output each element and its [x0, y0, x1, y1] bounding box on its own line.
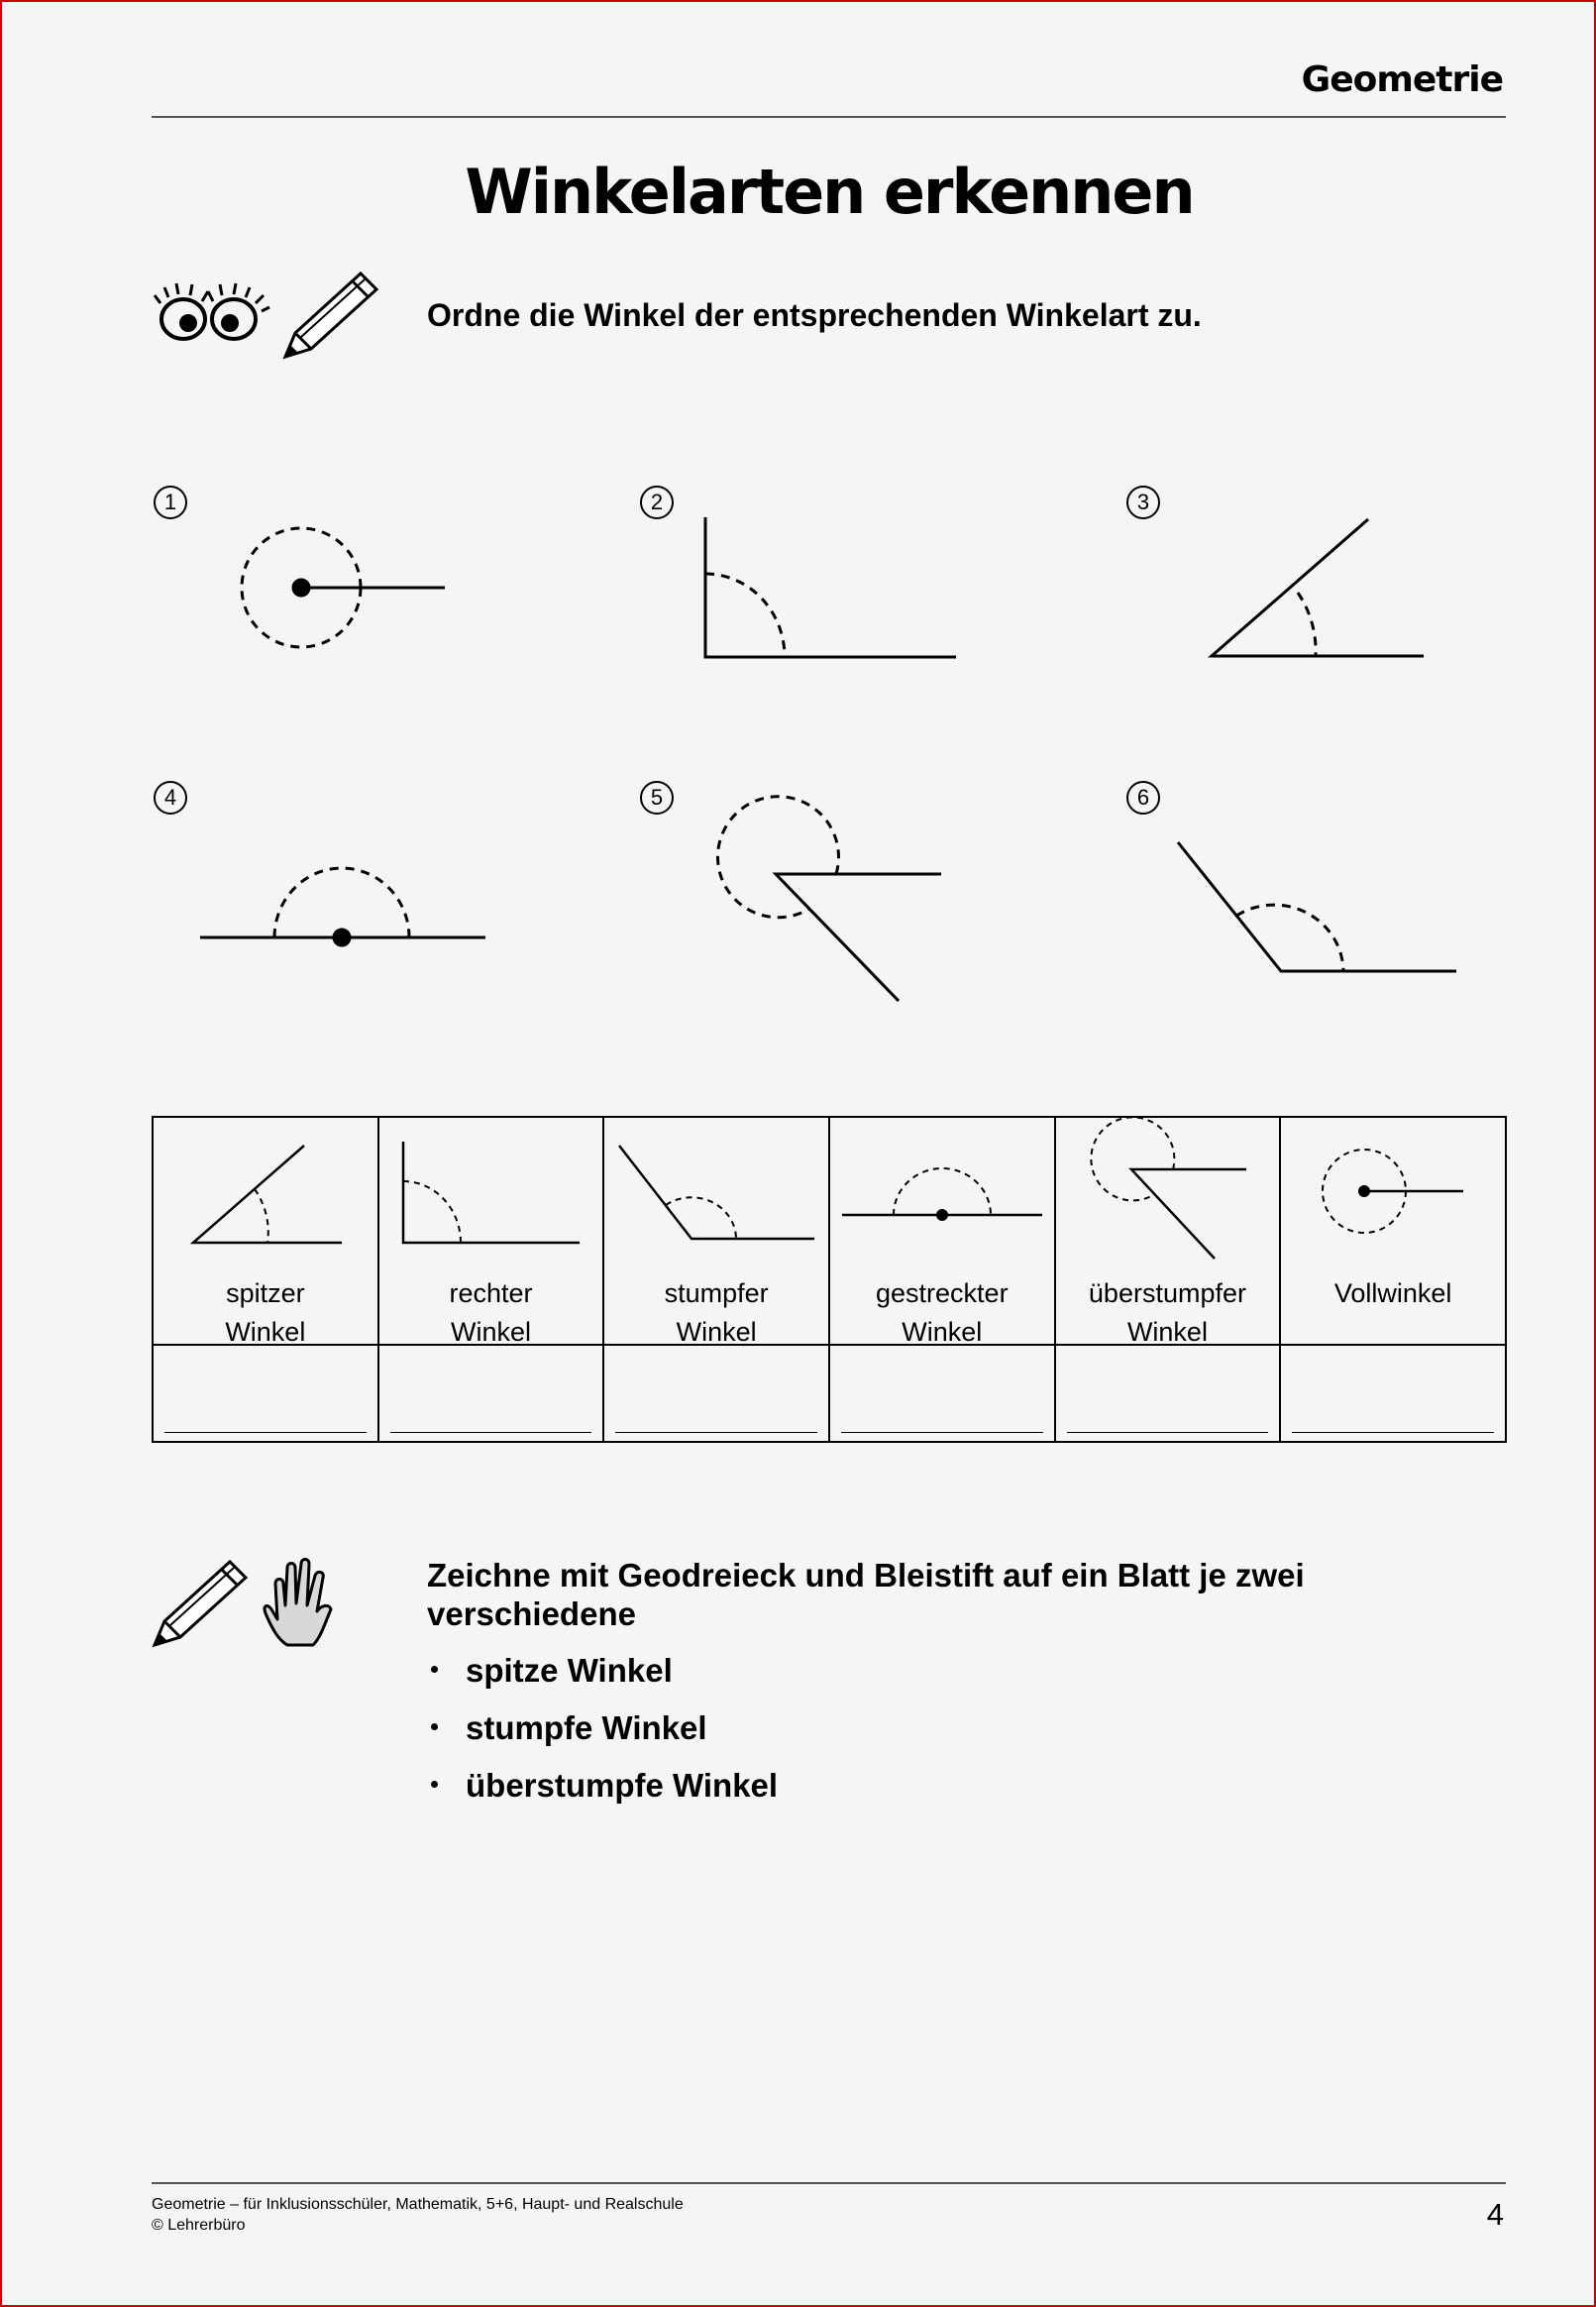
angle-number-5: 5 [640, 781, 674, 815]
answer-cell-reflex[interactable] [1055, 1345, 1281, 1442]
answer-line[interactable] [841, 1432, 1043, 1433]
bullet-dot-icon [431, 1666, 438, 1673]
answer-cell-acute[interactable] [153, 1345, 378, 1442]
type-label-acute-2: Winkel [225, 1317, 306, 1347]
answer-cell-obtuse[interactable] [603, 1345, 829, 1442]
bullet-text: spitze Winkel [466, 1652, 673, 1689]
answer-line[interactable] [1067, 1432, 1269, 1433]
hand-icon [260, 1554, 341, 1649]
type-cell-obtuse [603, 1117, 829, 1345]
bullet-dot-icon [431, 1781, 438, 1788]
type-label-reflex-2: Winkel [1126, 1317, 1208, 1347]
full-angle-illustration [1281, 1118, 1505, 1266]
task2-instruction: Zeichne mit Geodreieck und Bleistift auf ein Blatt je zwei verschiedene [427, 1557, 1305, 1632]
straight-angle-illustration [830, 1118, 1054, 1266]
bullet-text: stumpfe Winkel [466, 1709, 707, 1746]
type-label-obtuse-1: stumpfer [664, 1278, 769, 1308]
header-subject: Geometrie [1301, 59, 1503, 100]
type-label-right-1: rechter [449, 1278, 533, 1308]
type-label-straight-2: Winkel [902, 1317, 983, 1347]
type-cell-right [378, 1117, 604, 1345]
angle-figure-3-acute [1212, 519, 1424, 656]
type-label-obtuse-2: Winkel [676, 1317, 757, 1347]
answer-cell-full[interactable] [1280, 1345, 1506, 1442]
angle-type-table [152, 1116, 1507, 1443]
right-angle-illustration [379, 1118, 603, 1266]
type-cell-reflex [1055, 1117, 1281, 1345]
type-cell-straight [829, 1117, 1055, 1345]
type-label-reflex-1: überstumpfer [1088, 1278, 1246, 1308]
angle-number-1: 1 [154, 486, 187, 519]
obtuse-angle-illustration [604, 1118, 828, 1266]
footer-line-2: © Lehrerbüro [152, 2217, 246, 2234]
angle-number-6: 6 [1126, 781, 1160, 815]
footer-text [152, 2194, 684, 2236]
angle-figures [2, 2, 1594, 1092]
bullet-text: überstumpfe Winkel [466, 1767, 779, 1804]
type-cell-full [1280, 1117, 1506, 1345]
angle-figure-4-straight [200, 868, 485, 945]
type-label-right-2: Winkel [450, 1317, 531, 1347]
type-label-full-1: Vollwinkel [1333, 1278, 1452, 1308]
page-number: 4 [1486, 2197, 1504, 2232]
angle-number-2: 2 [640, 486, 674, 519]
angle-figure-6-obtuse [1178, 842, 1456, 971]
answer-cell-straight[interactable] [829, 1345, 1055, 1442]
angle-figure-2-right [705, 517, 956, 657]
bullet-dot-icon [431, 1723, 438, 1730]
task1-instruction: Ordne die Winkel der entsprechenden Winkelart zu. [427, 297, 1202, 333]
angle-number-3: 3 [1126, 486, 1160, 519]
footer-line-1: Geometrie – für Inklusionsschüler, Mathematik, 5+6, Haupt- und Realschule [152, 2196, 684, 2213]
answer-line[interactable] [390, 1432, 592, 1433]
list-item [427, 1767, 778, 1824]
answer-cell-right[interactable] [378, 1345, 604, 1442]
type-label-acute-1: spitzer [226, 1278, 305, 1308]
type-cell-acute [153, 1117, 378, 1345]
type-label-straight-1: gestreckter [876, 1278, 1009, 1308]
answer-line[interactable] [164, 1432, 367, 1433]
footer-divider [152, 2182, 1506, 2184]
acute-angle-illustration [154, 1118, 377, 1266]
angle-number-4: 4 [154, 781, 187, 815]
reflex-angle-illustration [1056, 1118, 1280, 1266]
angle-figure-1-full [242, 528, 445, 647]
list-item [427, 1652, 778, 1709]
angle-figure-5-reflex [717, 797, 941, 1001]
answer-line[interactable] [1292, 1432, 1494, 1433]
page-title: Winkelarten erkennen [465, 156, 1194, 228]
list-item [427, 1709, 778, 1767]
task2-bullet-list [427, 1652, 778, 1824]
pencil-icon [151, 1558, 250, 1649]
answer-line[interactable] [615, 1432, 817, 1433]
